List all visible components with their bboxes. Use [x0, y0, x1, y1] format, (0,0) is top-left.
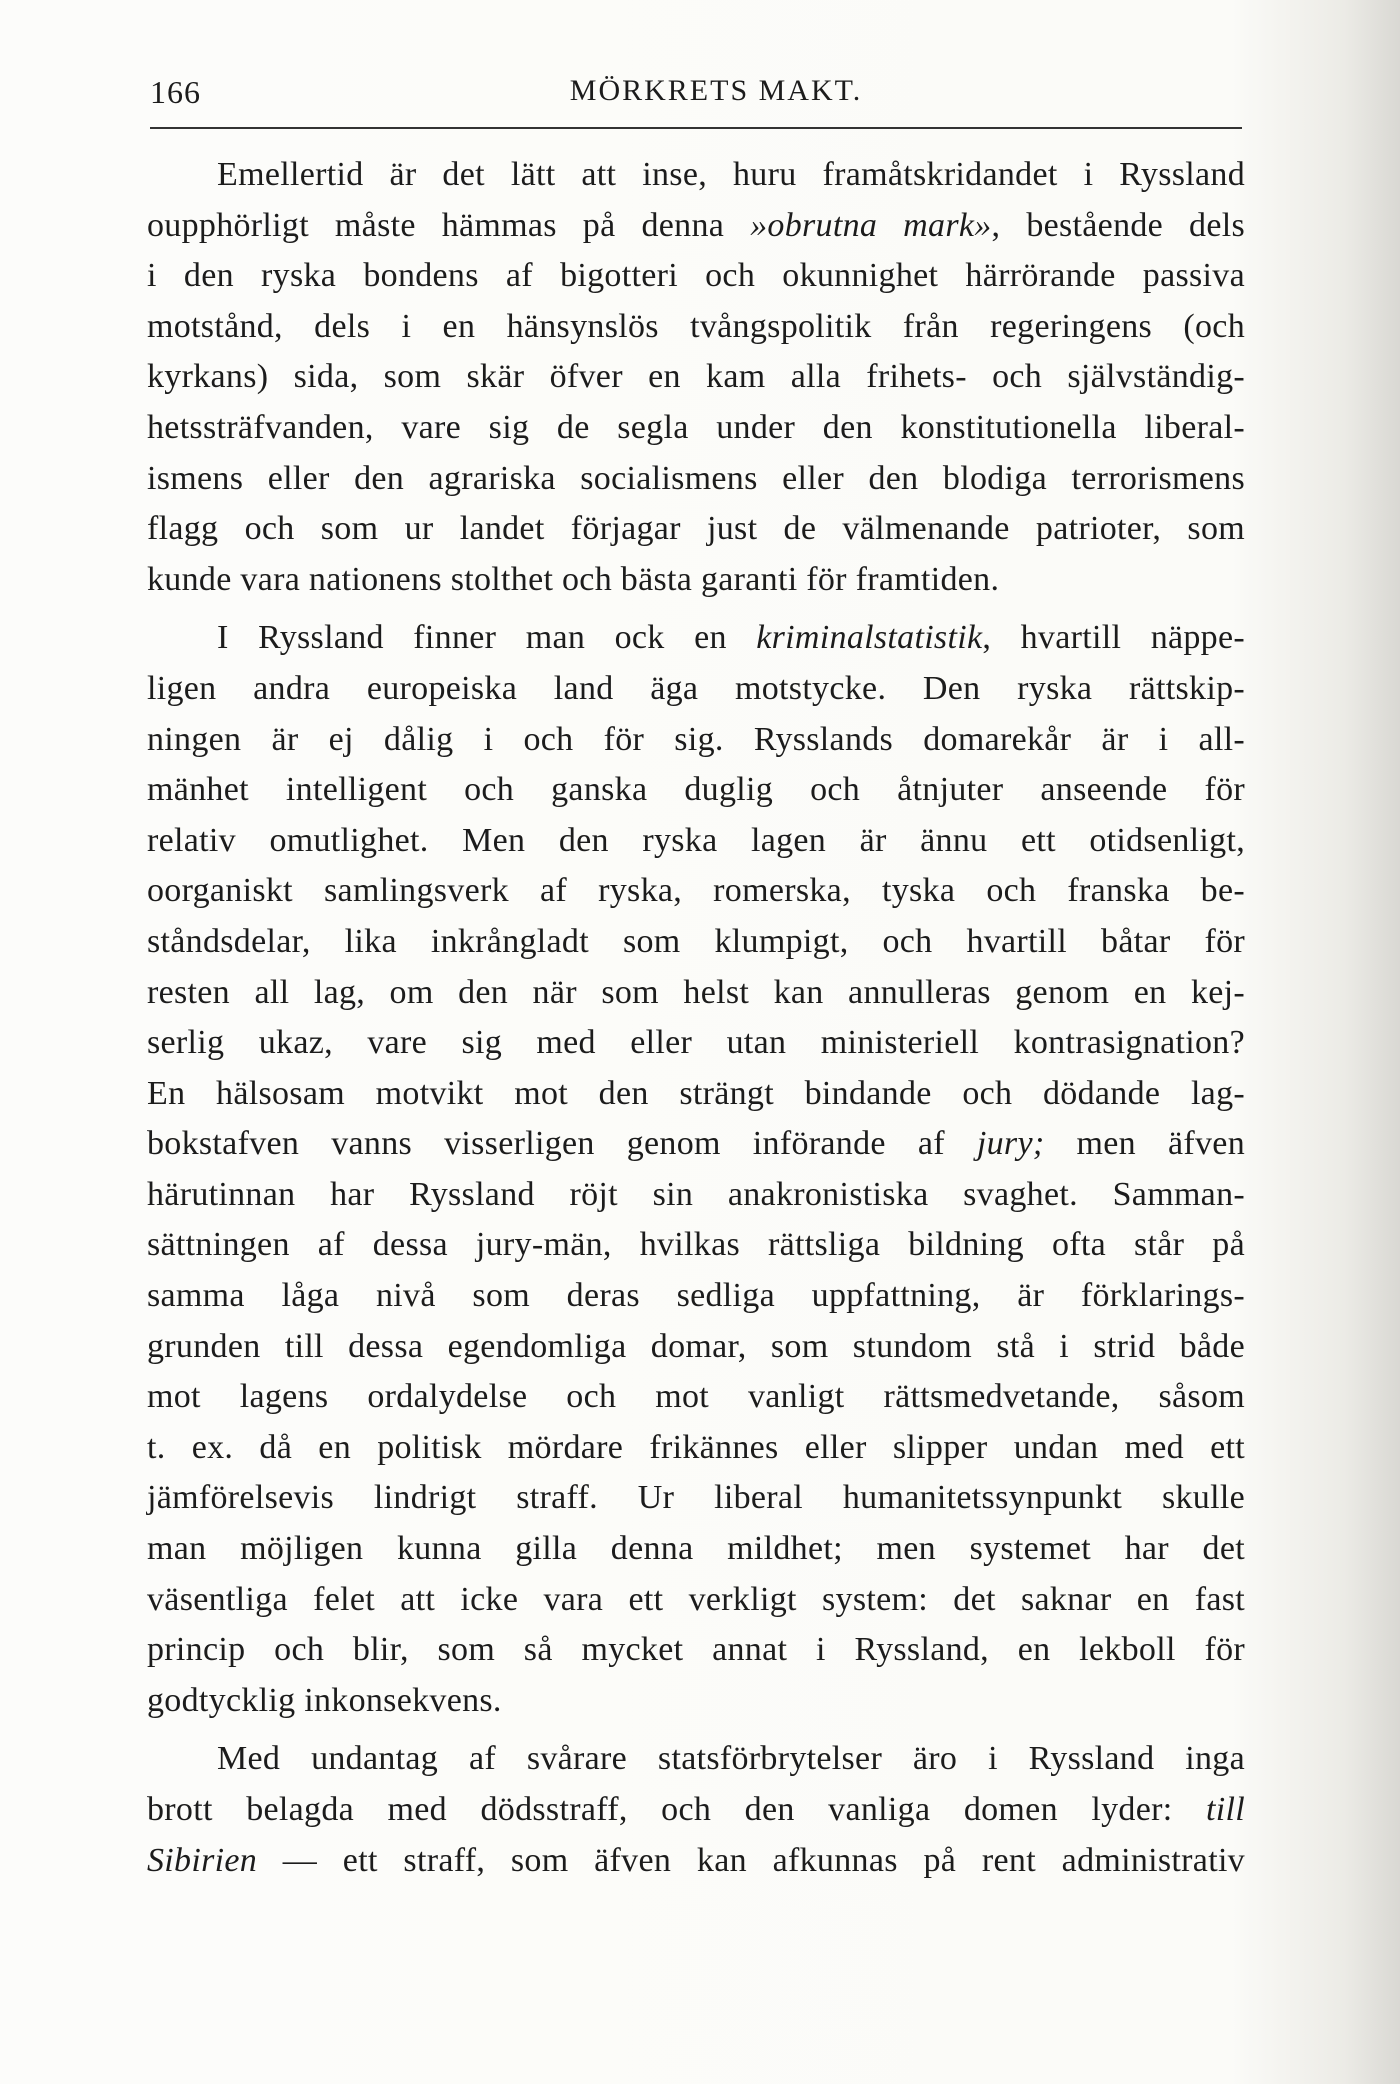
- text-segment: ligen andra europeiska land äga motstycke. Den ryska rättskip-: [147, 669, 1245, 707]
- paragraph-gap: [147, 1726, 1245, 1734]
- text-segment: i den ryska bondens af bigotteri och okunnighet härrörande passiva: [147, 257, 1245, 295]
- text-line: [147, 302, 1245, 353]
- text-line: [147, 866, 1245, 917]
- text-segment: — ett straff, som äfven kan afkunnas på rent administrativ: [257, 1841, 1245, 1879]
- text-line: [147, 1625, 1245, 1676]
- text-segment: princip och blir, som så mycket annat i Ryssland, en lekboll för: [147, 1631, 1245, 1669]
- text-segment: man möjligen kunna gilla denna mildhet; men systemet har det: [147, 1530, 1245, 1568]
- text-line: [147, 1473, 1245, 1524]
- text-segment: mot lagens ordalydelse och mot vanligt rättsmedvetande, såsom: [147, 1378, 1245, 1416]
- text-line: [147, 765, 1245, 816]
- text-line: [147, 613, 1245, 664]
- text-line: [147, 1836, 1245, 1887]
- text-line: [147, 150, 1245, 201]
- italic-segment: Sibirien: [147, 1841, 258, 1879]
- text-segment: sättningen af dessa jury-män, hvilkas rättsliga bildning ofta står på: [147, 1226, 1245, 1264]
- text-segment: bokstafven vanns visserligen genom införande af: [147, 1125, 977, 1163]
- text-line: [147, 1734, 1245, 1785]
- text-line: [147, 1018, 1245, 1069]
- text-line: [147, 1785, 1245, 1836]
- text-segment: oorganiskt samlingsverk af ryska, romerska, tyska och franska be-: [147, 872, 1245, 910]
- italic-segment: till: [1206, 1791, 1245, 1828]
- text-segment: ståndsdelar, lika inkrångladt som klumpigt, och hvartill båtar för: [147, 922, 1245, 960]
- text-line: [147, 201, 1245, 252]
- text-segment: kyrkans) sida, som skär öfver en kam alla frihets- och självständig-: [147, 358, 1245, 396]
- text-segment: resten all lag, om den när som helst kan annulleras genom en kej-: [147, 973, 1245, 1011]
- body-text: [147, 150, 1245, 1886]
- text-segment: härutinnan har Ryssland röjt sin anakronistiska svaghet. Samman-: [147, 1175, 1245, 1213]
- text-line: [147, 504, 1245, 555]
- text-line: [147, 555, 1245, 606]
- paragraph: [147, 1734, 1245, 1886]
- text-segment: ningen är ej dålig i och för sig. Rysslands domarekår är i all-: [147, 720, 1245, 758]
- text-line: [147, 352, 1245, 403]
- text-line: [147, 1575, 1245, 1626]
- text-segment: mänhet intelligent och ganska duglig och åtnjuter anseende för: [147, 771, 1245, 809]
- text-segment: relativ omutlighet. Men den ryska lagen är ännu ett otidsenligt,: [147, 821, 1245, 859]
- text-segment: hetssträfvanden, vare sig de segla under den konstitutionella liberal-: [147, 408, 1245, 446]
- text-segment: jämförelsevis lindrigt straff. Ur liberal humanitetssynpunkt skulle: [147, 1479, 1245, 1517]
- text-segment: , bestående dels: [991, 206, 1245, 244]
- text-segment: motstånd, dels i en hänsynslös tvångspolitik från regeringens (och: [147, 307, 1245, 345]
- text-segment: t. ex. då en politisk mördare frikännes eller slipper undan med ett: [147, 1428, 1245, 1466]
- text-segment: serlig ukaz, vare sig med eller utan ministeriell kontrasignation?: [147, 1024, 1245, 1062]
- text-segment: En hälsosam motvikt mot den strängt bindande och dödande lag-: [147, 1074, 1245, 1112]
- text-segment: samma låga nivå som deras sedliga uppfattning, är förklarings-: [147, 1277, 1245, 1315]
- running-title: MÖRKRETS MAKT.: [569, 74, 863, 107]
- text-segment: I Ryssland finner man ock en: [217, 619, 757, 657]
- italic-segment: kriminalstatistik: [756, 619, 983, 657]
- text-line: [147, 1524, 1245, 1575]
- paragraph: [147, 150, 1245, 605]
- text-line: [147, 251, 1245, 302]
- text-line: [147, 1372, 1245, 1423]
- page-header: [150, 70, 1242, 118]
- text-line: [147, 968, 1245, 1019]
- text-segment: ismens eller den agrariska socialismens eller den blodiga terrorismens: [147, 459, 1245, 497]
- text-segment: Emellertid är det lätt att inse, huru framåtskridandet i Ryssland: [217, 156, 1245, 193]
- text-line: [147, 917, 1245, 968]
- text-line: [147, 1069, 1245, 1120]
- text-segment: grunden till dessa egendomliga domar, som stundom stå i strid både: [147, 1327, 1245, 1365]
- text-segment: Med undantag af svårare statsförbrytelser äro i Ryssland inga: [217, 1740, 1245, 1778]
- text-segment: flagg och som ur landet förjagar just de välmenande patrioter, som: [147, 510, 1245, 548]
- text-line: [147, 664, 1245, 715]
- text-line: [147, 715, 1245, 766]
- text-segment: brott belagda med dödsstraff, och den vanliga domen lyder:: [147, 1791, 1206, 1828]
- header-rule: [150, 127, 1242, 129]
- italic-segment: jury;: [976, 1125, 1045, 1163]
- text-segment: godtycklig inkonsekvens.: [147, 1681, 502, 1719]
- text-line: [147, 1676, 1245, 1727]
- text-line: [147, 816, 1245, 867]
- text-line: [147, 1119, 1245, 1170]
- paragraph: [147, 613, 1245, 1726]
- text-segment: kunde vara nationens stolthet och bästa garanti för framtiden.: [147, 560, 1000, 598]
- text-line: [147, 1423, 1245, 1474]
- text-line: [147, 1170, 1245, 1221]
- text-line: [147, 1322, 1245, 1373]
- text-segment: men äfven: [1044, 1125, 1245, 1163]
- text-line: [147, 1271, 1245, 1322]
- paragraph-gap: [147, 605, 1245, 613]
- text-line: [147, 403, 1245, 454]
- text-line: [147, 454, 1245, 505]
- text-segment: väsentliga felet att icke vara ett verkligt system: det saknar en fast: [147, 1580, 1245, 1618]
- page-number: 166: [150, 74, 201, 110]
- text-segment: , hvartill näppe-: [982, 619, 1245, 657]
- text-line: [147, 1220, 1245, 1271]
- text-segment: oupphörligt måste hämmas på denna: [147, 206, 751, 244]
- italic-segment: »obrutna mark»: [750, 206, 992, 244]
